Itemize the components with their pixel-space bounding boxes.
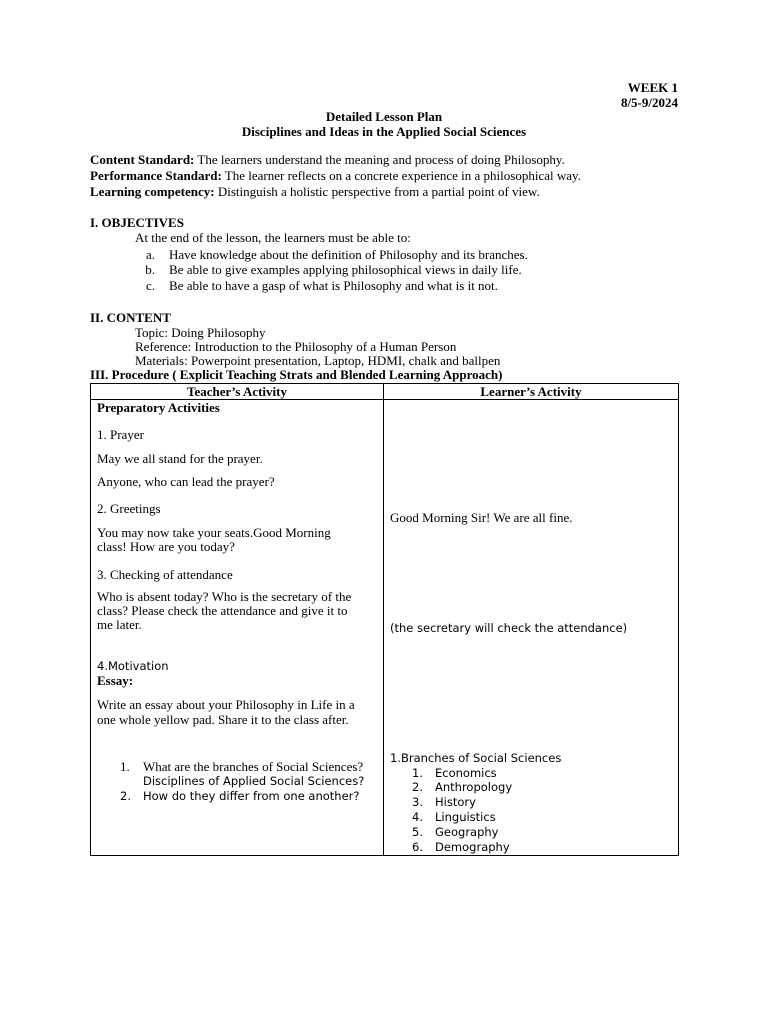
prayer-line-1: May we all stand for the prayer. [97,451,263,466]
learning-competency-label: Learning competency: [90,184,215,199]
prayer-line-2: Anyone, who can lead the prayer? [97,474,275,489]
greeting-reply: Good Morning Sir! We are all fine. [390,510,573,525]
question-1-marker: 1. [120,759,130,774]
objective-text: Be able to give examples applying philosophical views in daily life. [169,262,522,277]
teacher-activity-header: Teacher’s Activity [91,384,384,400]
learner-activity-cell [384,400,679,856]
learning-competency [90,184,540,200]
branch-item [412,840,423,854]
week-label: WEEK 1 [627,80,678,95]
prayer-label: 1. Prayer [97,427,144,442]
question-2-text: How do they differ from one another? [143,789,360,803]
branch-item-text: Geography [435,825,499,839]
content-reference: Reference: Introduction to the Philosophy of a Human Person [135,339,457,354]
attendance-label: 3. Checking of attendance [97,567,233,582]
branch-item-text: Anthropology [435,780,513,794]
performance-standard [90,168,581,184]
attendance-line-3: me later. [97,617,142,632]
preparatory-activities-label: Preparatory Activities [97,400,220,415]
attendance-reply: (the secretary will check the attendance) [390,621,628,635]
essay-line-1: Write an essay about your Philosophy in Life in a [97,697,355,712]
attendance-line-2: class? Please check the attendance and give it to [97,603,348,618]
greetings-label: 2. Greetings [97,501,161,516]
branch-item-text: Economics [435,766,497,780]
greetings-line-2: class! How are you today? [97,539,235,554]
objective-marker: c. [145,278,155,293]
branch-marker: 4. [412,810,423,824]
attendance-line-1: Who is absent today? Who is the secretary of the [97,589,352,604]
question-1-line-1: What are the branches of Social Sciences? [143,759,364,774]
objectives-intro: At the end of the lesson, the learners must be able to: [135,230,411,245]
branch-marker: 5. [412,825,423,839]
performance-standard-text: The learner reflects on a concrete experience in a philosophical way. [221,168,581,183]
branch-item-text: Linguistics [435,810,496,824]
content-standard-label: Content Standard: [90,152,195,167]
document-subtitle: Disciplines and Ideas in the Applied Social Sciences [241,124,527,139]
content-materials: Materials: Powerpoint presentation, Laptop, HDMI, chalk and ballpen [135,353,501,368]
branch-marker: 2. [412,780,423,794]
branches-title: 1.Branches of Social Sciences [390,751,562,765]
branch-item [412,780,423,794]
document-title: Detailed Lesson Plan [325,109,443,124]
branch-item-text: History [435,795,476,809]
week-header [621,80,678,110]
content-standard-text: The learners understand the meaning and process of doing Philosophy. [194,152,565,167]
question-1-line-2: Disciplines of Applied Social Sciences? [143,774,365,788]
branch-marker: 1. [412,766,423,780]
branch-item [412,810,423,824]
content-standard [90,152,565,168]
objective-text: Have knowledge about the definition of Philosophy and its branches. [169,247,528,262]
essay-line-2: one whole yellow pad. Share it to the class after. [97,712,349,727]
performance-standard-label: Performance Standard: [90,168,222,183]
objectives-heading: I. OBJECTIVES [90,215,184,230]
objective-item [131,247,528,263]
learning-competency-text: Distinguish a holistic perspective from a partial point of view. [214,184,540,199]
essay-label: Essay: [97,673,134,688]
branch-item [412,795,423,809]
objective-marker: a. [145,247,155,262]
branch-marker: 3. [412,795,423,809]
motivation-label: 4.Motivation [97,659,169,673]
learner-activity-header: Learner’s Activity [384,384,679,400]
branch-item-text: Demography [435,840,510,854]
week-dates: 8/5-9/2024 [620,95,678,110]
greetings-line-1: You may now take your seats.Good Morning [97,525,331,540]
objective-text: Be able to have a gasp of what is Philosophy and what is it not. [169,278,498,293]
content-heading: II. CONTENT [90,310,171,325]
objective-item [131,278,498,294]
objective-item [131,262,522,278]
procedure-heading: III. Procedure ( Explicit Teaching Strats and Blended Learning Approach) [90,367,503,382]
question-2-marker: 2. [120,789,131,803]
branch-item [412,766,423,780]
teacher-activity-cell [91,400,384,856]
objective-marker: b. [145,262,155,277]
content-topic: Topic: Doing Philosophy [135,325,266,340]
branch-item [412,825,423,839]
branch-marker: 6. [412,840,423,854]
procedure-table [90,383,679,856]
